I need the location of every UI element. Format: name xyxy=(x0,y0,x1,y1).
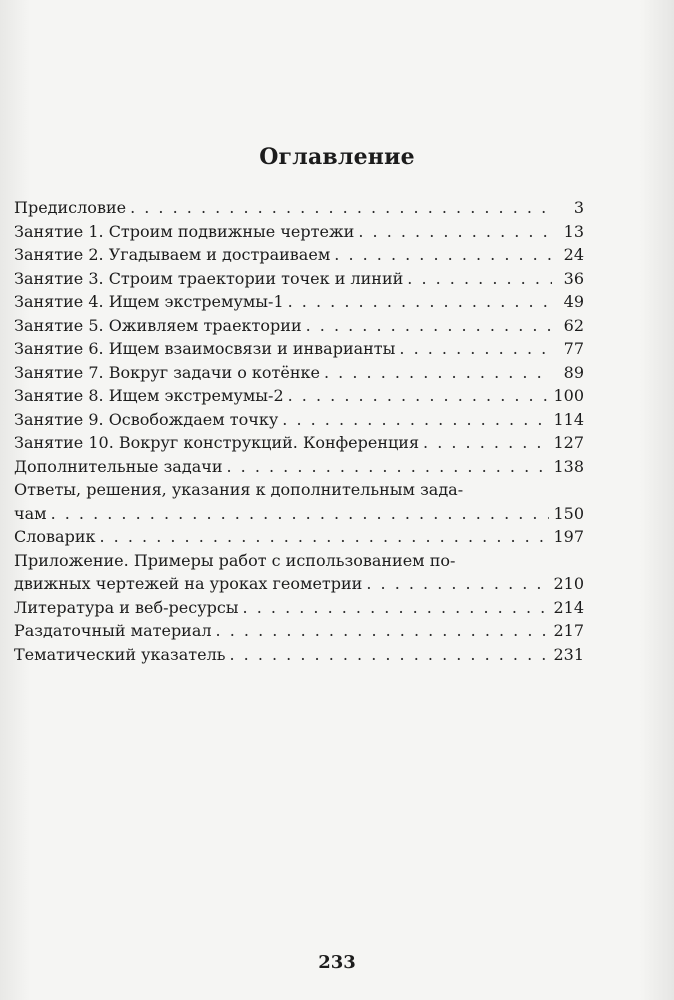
toc-entry-label: Занятие 2. Угадываем и достраиваем xyxy=(14,245,331,264)
leader-dots xyxy=(366,572,549,596)
toc-entry-lesson-6[interactable] xyxy=(14,337,584,361)
toc-entry-label: Тематический указатель xyxy=(14,644,226,664)
toc-entry-label: Занятие 5. Оживляем траектории xyxy=(14,315,302,335)
toc-entry-label: Раздаточный материал xyxy=(14,621,212,640)
toc-entry-label: Занятие 10. Вокруг конструкций. Конференция xyxy=(14,433,420,452)
toc-entry-page: 214 xyxy=(553,597,584,617)
leader-dots xyxy=(243,596,550,620)
toc-entry-page: 231 xyxy=(553,644,584,664)
leader-dots xyxy=(226,455,549,479)
toc-entry-preface[interactable] xyxy=(14,196,584,220)
toc-entry-label: Предисловие xyxy=(14,198,127,217)
leader-dots xyxy=(282,408,549,432)
toc-entry-lesson-5[interactable] xyxy=(14,314,584,338)
toc-entry-label-line1: Ответы, решения, указания к дополнительным зада- xyxy=(14,480,464,499)
toc-entry-page: 197 xyxy=(553,527,584,546)
toc-entry-page: 36 xyxy=(563,268,584,288)
leader-dots xyxy=(358,220,552,244)
leader-dots xyxy=(51,502,550,526)
toc-entry-label-line1: Приложение. Примеры работ с использованием по- xyxy=(14,550,456,570)
leader-dots xyxy=(229,643,549,667)
leader-dots xyxy=(306,314,552,338)
toc-entry-literature[interactable] xyxy=(14,596,584,620)
toc-entry-lesson-10[interactable] xyxy=(14,431,584,455)
toc-entry-page: 138 xyxy=(553,456,584,476)
toc-entry-label: чам xyxy=(14,503,47,523)
toc-entry-lesson-9[interactable] xyxy=(14,408,584,432)
toc-title: Оглавление xyxy=(259,144,415,170)
leader-dots xyxy=(334,243,552,267)
toc-entry-label: Занятие 1. Строим подвижные чертежи xyxy=(14,221,355,241)
toc-entry-lesson-2[interactable] xyxy=(14,243,584,267)
toc-entry-page: 3 xyxy=(573,198,584,217)
toc-entry-label: Занятие 8. Ищем экстремумы-2 xyxy=(14,386,284,405)
toc-entry-handouts[interactable] xyxy=(14,619,584,643)
toc-entry-page: 62 xyxy=(563,315,584,335)
leader-dots xyxy=(288,384,550,408)
toc-entry-glossary[interactable] xyxy=(14,525,584,549)
toc-entry-label: Словарик xyxy=(14,527,96,546)
leader-dots xyxy=(324,361,552,385)
toc-entry-label: Занятие 7. Вокруг задачи о котёнке xyxy=(14,362,320,382)
toc-entry-label: Занятие 6. Ищем взаимосвязи и инварианты xyxy=(14,339,396,358)
toc-entry-page: 150 xyxy=(553,503,584,523)
toc-entry-lesson-3[interactable] xyxy=(14,267,584,291)
toc-entry-page: 127 xyxy=(553,433,584,452)
toc-entry-page: 24 xyxy=(563,245,584,264)
leader-dots xyxy=(407,267,552,291)
toc-entry-extra-problems[interactable] xyxy=(14,455,584,479)
toc-entry-page: 77 xyxy=(563,339,584,358)
leader-dots xyxy=(100,525,550,549)
toc-entry-page: 49 xyxy=(563,292,584,311)
toc-entry-lesson-8[interactable] xyxy=(14,384,584,408)
toc-entry-label: Занятие 4. Ищем экстремумы-1 xyxy=(14,292,284,311)
toc-entry-label: Дополнительные задачи xyxy=(14,456,223,476)
toc-entry-index[interactable] xyxy=(14,643,584,667)
toc-entry-label: Литература и веб-ресурсы xyxy=(14,597,239,617)
table-of-contents xyxy=(14,196,584,666)
toc-entry-lesson-4[interactable] xyxy=(14,290,584,314)
toc-entry-label: Занятие 3. Строим траектории точек и линий xyxy=(14,268,404,288)
toc-entry-lesson-7[interactable] xyxy=(14,361,584,385)
toc-entry-lesson-1[interactable] xyxy=(14,220,584,244)
toc-entry-page: 13 xyxy=(563,221,584,241)
leader-dots xyxy=(216,619,550,643)
toc-entry-page: 100 xyxy=(553,386,584,405)
page-number: 233 xyxy=(318,952,356,973)
leader-dots xyxy=(288,290,552,314)
toc-entry-page: 217 xyxy=(553,621,584,640)
toc-entry-answers[interactable] xyxy=(14,478,584,525)
leader-dots xyxy=(399,337,552,361)
toc-entry-page: 89 xyxy=(563,362,584,382)
toc-entry-label: движных чертежей на уроках геометрии xyxy=(14,574,363,593)
toc-entry-page: 114 xyxy=(553,409,584,429)
leader-dots xyxy=(423,431,549,455)
toc-entry-label: Занятие 9. Освобождаем точку xyxy=(14,409,279,429)
leader-dots xyxy=(130,196,552,220)
toc-entry-page: 210 xyxy=(553,574,584,593)
toc-entry-appendix[interactable] xyxy=(14,549,584,596)
